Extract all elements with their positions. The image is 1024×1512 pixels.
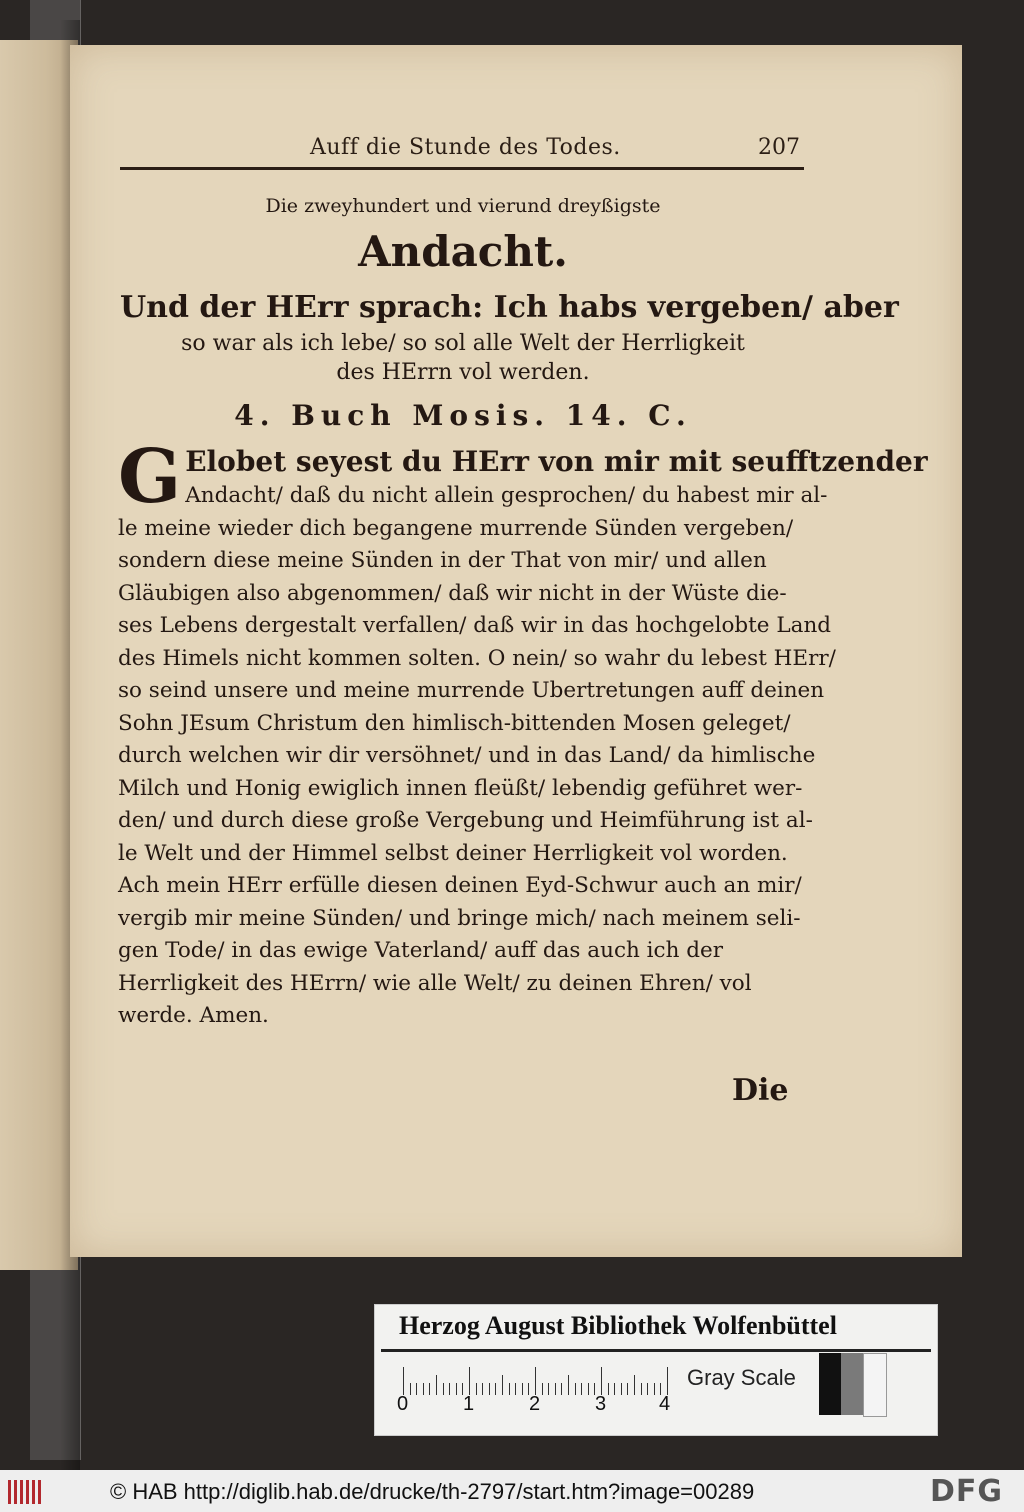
text-line: Sohn JEsum Christum den himlisch-bittenden Mosen geleget/: [118, 710, 791, 736]
text-line: Herrligkeit des HErrn/ wie alle Welt/ zu deinen Ehren/ vol: [118, 970, 752, 996]
text-line: werde. Amen.: [118, 1003, 269, 1028]
text-line: durch welchen wir dir versöhnet/ und in das Land/ da himlische: [118, 743, 816, 768]
ruler-tick: [568, 1375, 569, 1395]
text-line: Gläubigen also abgenommen/ daß wir nicht in der Wüste die-: [118, 580, 787, 606]
ruler-number: 1: [463, 1393, 475, 1415]
ruler-number: 3: [595, 1393, 607, 1415]
ruler-number: 0: [397, 1393, 409, 1415]
text-line: gen Tode/ in das ewige Vaterland/ auff das auch ich der: [118, 938, 724, 963]
text-line: le meine wieder dich begangene murrende Sünden vergeben/: [118, 515, 794, 541]
verse-line-1: Und der HErr sprach: Ich habs vergeben/ aber: [120, 290, 899, 325]
subhead: Die zweyhundert und vierund dreyßigste: [265, 195, 661, 217]
book-page: [70, 45, 962, 1257]
page-title: Andacht.: [358, 227, 568, 276]
drop-cap: G: [118, 434, 182, 520]
gray-swatch-mid: [841, 1353, 863, 1415]
running-head-title: Auff die Stunde des Todes.: [310, 135, 621, 160]
ruler-number: 4: [659, 1393, 671, 1415]
running-head: [120, 135, 800, 160]
measurement-ruler: [403, 1365, 667, 1395]
ruler-tick: [667, 1367, 668, 1395]
catchword: Die: [732, 1073, 789, 1108]
library-color-target: [374, 1304, 938, 1436]
ruler-tick: [436, 1375, 437, 1395]
library-name: Herzog August Bibliothek Wolfenbüttel: [399, 1311, 837, 1340]
gray-swatch-white: [863, 1353, 887, 1417]
text-line: Andacht/ daß du nicht allein gesprochen/ du habest mir al-: [185, 483, 828, 508]
text-block: [118, 183, 928, 1033]
page-number: 207: [758, 135, 800, 160]
citation: 4. Buch Mosis. 14. C.: [234, 399, 692, 432]
ruler-number: 2: [529, 1393, 541, 1415]
ruler-tick: [403, 1367, 404, 1395]
ruler-tick: [634, 1375, 635, 1395]
text-line: vergib mir meine Sünden/ und bringe mich/ nach meinem seli-: [118, 905, 801, 931]
header-rule: [120, 167, 804, 170]
viewer-footer: [0, 1470, 1024, 1512]
text-line: Elobet seyest du HErr von mir mit seufftzender: [185, 445, 928, 478]
dfg-logo: DFG: [930, 1474, 1004, 1509]
ruler-tick: [535, 1367, 536, 1395]
verse-line-2: so war als ich lebe/ so sol alle Welt der Herrligkeit: [181, 331, 745, 356]
hab-logo-icon: [8, 1480, 42, 1504]
text-line: sondern diese meine Sünden in der That von mir/ und allen: [118, 548, 767, 573]
gray-swatch-black: [819, 1353, 841, 1415]
text-line: ses Lebens dergestalt verfallen/ daß wir in das hochgelobte Land: [118, 613, 832, 638]
gray-scale-label: Gray Scale: [687, 1365, 796, 1390]
text-line: so seind unsere und meine murrende Ubertretungen auff deinen: [118, 678, 825, 703]
ruler-tick: [601, 1367, 602, 1395]
verse-line-3: des HErrn vol werden.: [336, 360, 590, 385]
ruler-tick: [469, 1367, 470, 1395]
text-line: Milch und Honig ewiglich innen fleüßt/ lebendig geführet wer-: [118, 775, 803, 801]
text-line: des Himels nicht kommen solten. O nein/ so wahr du lebest HErr/: [118, 645, 836, 671]
prayer-text: [118, 434, 928, 1033]
ruler-numbers: [397, 1393, 697, 1419]
text-line: den/ und durch diese große Vergebung und Heimführung ist al-: [118, 808, 813, 833]
text-line: le Welt und der Himmel selbst deiner Herrligkeit vol worden.: [118, 840, 788, 866]
ruler-tick: [502, 1375, 503, 1395]
text-line: Ach mein HErr erfülle diesen deinen Eyd-Schwur auch an mir/: [118, 873, 802, 898]
copyright-link[interactable]: © HAB http://diglib.hab.de/drucke/th-2797/start.htm?image=00289: [110, 1479, 755, 1504]
label-rule: [381, 1349, 931, 1352]
